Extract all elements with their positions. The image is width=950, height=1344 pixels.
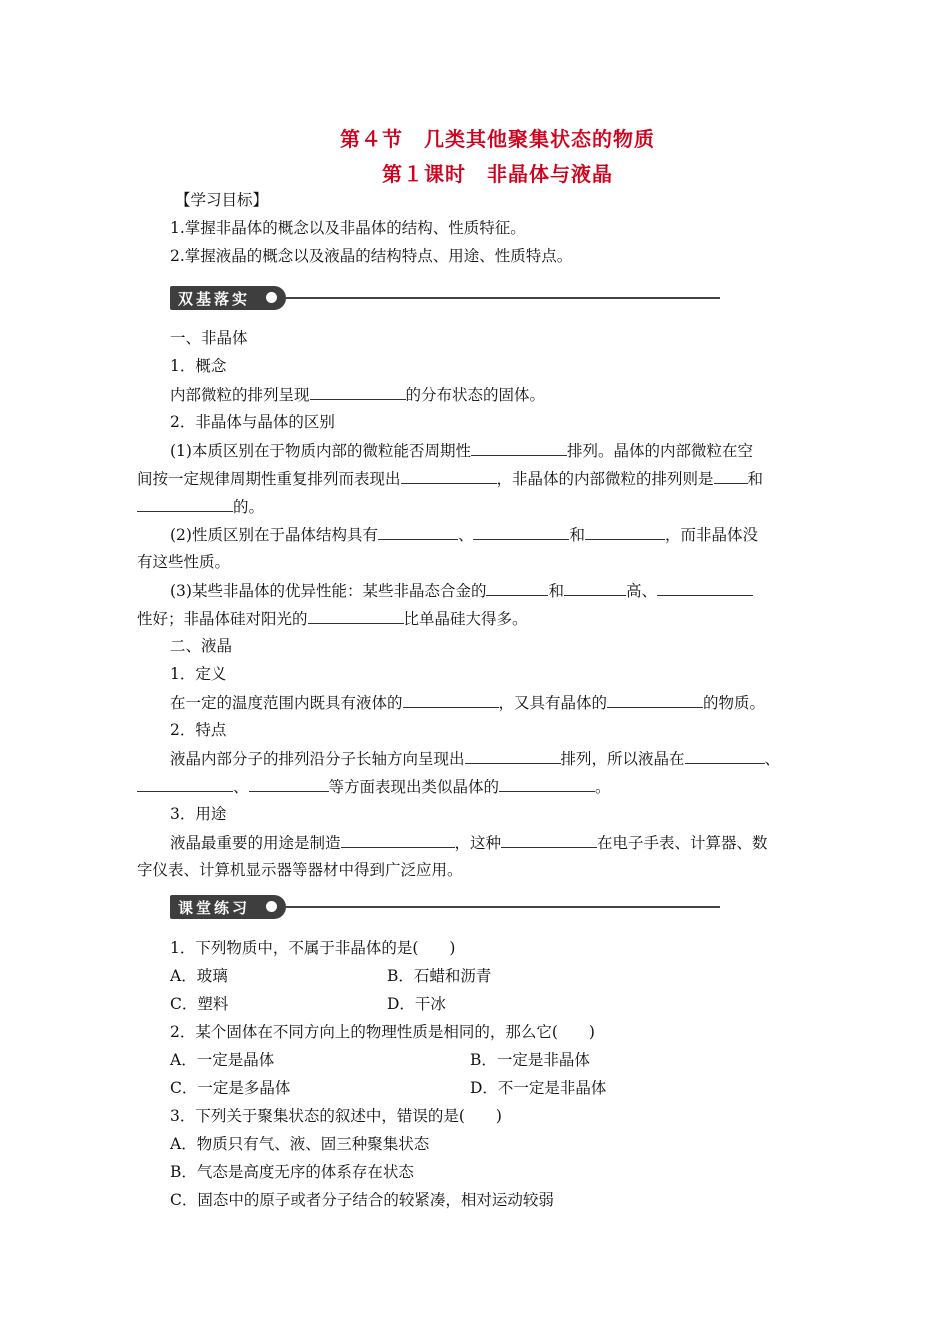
answer-option[interactable]: A．物质只有气、液、固三种聚集状态 <box>170 1135 430 1153</box>
answer-blank[interactable] <box>585 524 665 540</box>
answer-blank[interactable] <box>308 608 404 624</box>
text-line: 内部微粒的排列呈现 的分布状态的固体。 <box>170 386 546 404</box>
answer-blank[interactable] <box>378 524 458 540</box>
section-title: 第４节 几类其他聚集状态的物质 <box>340 127 655 151</box>
answer-blank[interactable] <box>685 748 765 764</box>
answer-blank[interactable] <box>249 776 329 792</box>
text-line: (1)本质区别在于物质内部的微粒能否周期性 排列。晶体的内部微粒在空 <box>170 442 753 460</box>
text-line: 有这些性质。 <box>137 553 231 571</box>
sub-heading: 2．特点 <box>170 721 227 739</box>
text-line: 在一定的温度范围内既具有液体的 ，又具有晶体的 的物质。 <box>170 694 766 712</box>
answer-option[interactable]: C．一定是多晶体 <box>170 1079 291 1097</box>
answer-option[interactable]: B．石蜡和沥青 <box>387 967 492 985</box>
answer-blank[interactable] <box>473 524 569 540</box>
answer-option[interactable]: D．不一定是非晶体 <box>470 1079 607 1097</box>
answer-option[interactable]: C．固态中的原子或者分子结合的较紧凑，相对运动较弱 <box>170 1191 554 1209</box>
banner-rule <box>286 297 720 299</box>
text-line: 液晶最重要的用途是制造 ，这种 在电子手表、计算器、数 <box>170 834 768 852</box>
answer-blank[interactable] <box>499 776 595 792</box>
answer-blank[interactable] <box>564 580 626 596</box>
sub-heading: 2．非晶体与晶体的区别 <box>170 413 335 431</box>
text-line: (2)性质区别在于晶体结构具有 、 和 ，而非晶体没 <box>170 526 759 544</box>
answer-option[interactable]: D．干冰 <box>387 995 446 1013</box>
answer-option[interactable]: A．玻璃 <box>170 967 228 985</box>
text-line: 间按一定规律周期性重复排列而表现出 ，非晶体的内部微粒的排列则是 和 <box>137 470 764 488</box>
answer-blank[interactable] <box>714 468 748 484</box>
objectives-heading: 【学习目标】 <box>175 191 269 209</box>
part-heading: 一、非晶体 <box>170 329 248 347</box>
question-stem: 2．某个固体在不同方向上的物理性质是相同的，那么它( ) <box>170 1023 595 1041</box>
text-line: 液晶内部分子的排列沿分子长轴方向呈现出 排列，所以液晶在 、 <box>170 750 781 768</box>
answer-blank[interactable] <box>401 468 497 484</box>
answer-option[interactable]: C．塑料 <box>170 995 229 1013</box>
text-line: 字仪表、计算机显示器等器材中得到广泛应用。 <box>137 861 463 879</box>
banner-rule <box>286 906 720 908</box>
text-line: 、 等方面表现出类似晶体的 。 <box>137 776 611 797</box>
answer-blank[interactable] <box>137 496 233 512</box>
text-line: 性好；非晶体硅对阳光的 比单晶硅大得多。 <box>137 610 528 628</box>
answer-blank[interactable] <box>341 832 455 848</box>
answer-blank[interactable] <box>607 692 703 708</box>
sub-heading: 1．定义 <box>170 665 227 683</box>
answer-blank[interactable] <box>310 384 406 400</box>
objective-item: 1.掌握非晶体的概念以及非晶体的结构、性质特征。 <box>170 219 526 237</box>
text-line: (3)某些非晶体的优异性能：某些非晶态合金的 和 高、 <box>170 580 753 601</box>
question-stem: 1．下列物质中，不属于非晶体的是( ) <box>170 939 456 957</box>
banner-label: 课堂练习 <box>178 899 251 917</box>
answer-option[interactable]: A．一定是晶体 <box>170 1051 275 1069</box>
lesson-title: 第１课时 非晶体与液晶 <box>382 162 613 186</box>
answer-option[interactable]: B．气态是高度无序的体系存在状态 <box>170 1163 414 1181</box>
answer-option[interactable]: B．一定是非晶体 <box>470 1051 590 1069</box>
answer-blank[interactable] <box>471 440 567 456</box>
answer-blank[interactable] <box>657 580 753 596</box>
banner-dot-icon <box>266 901 277 912</box>
answer-blank[interactable] <box>486 580 548 596</box>
question-stem: 3．下列关于聚集状态的叙述中，错误的是( ) <box>170 1107 502 1125</box>
objective-item: 2.掌握液晶的概念以及液晶的结构特点、用途、性质特点。 <box>170 247 573 265</box>
sub-heading: 3．用途 <box>170 805 227 823</box>
text-line: 的。 <box>137 496 264 517</box>
answer-blank[interactable] <box>465 748 561 764</box>
part-heading: 二、液晶 <box>170 637 233 655</box>
answer-blank[interactable] <box>501 832 597 848</box>
banner-label: 双基落实 <box>178 290 251 308</box>
answer-blank[interactable] <box>403 692 499 708</box>
banner-dot-icon <box>266 292 277 303</box>
answer-blank[interactable] <box>137 776 233 792</box>
sub-heading: 1．概念 <box>170 357 227 375</box>
